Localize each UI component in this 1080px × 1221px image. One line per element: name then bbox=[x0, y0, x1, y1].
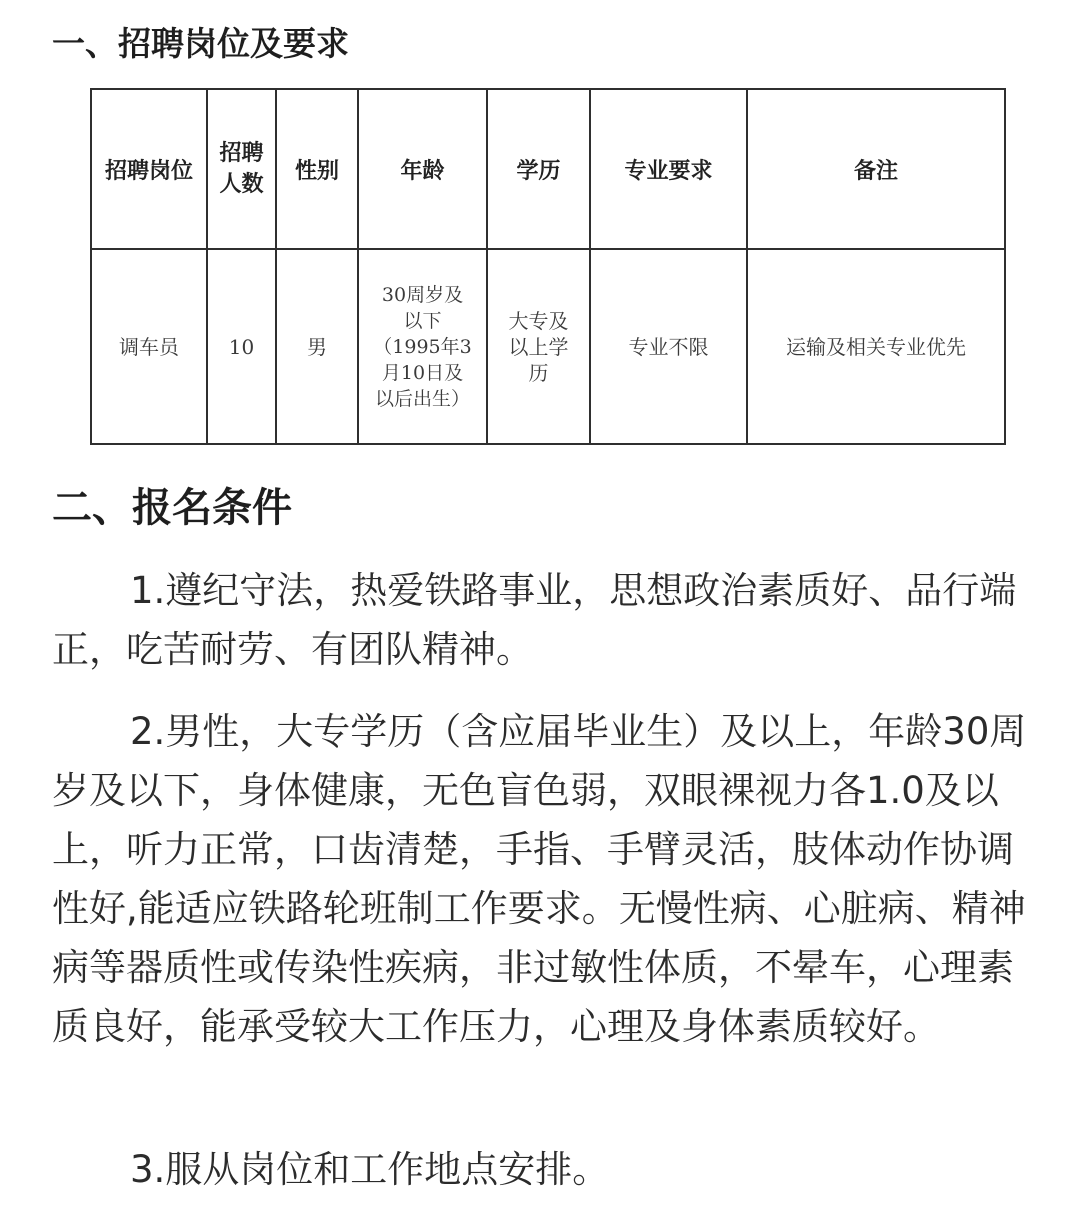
header-education: 学历 bbox=[487, 89, 590, 249]
cell-education: 大专及以上学历 bbox=[487, 249, 590, 444]
cell-count: 10 bbox=[207, 249, 276, 444]
cell-age: 30周岁及以下（1995年3月10日及以后出生） bbox=[358, 249, 487, 444]
requirement-paragraph-3: 3.服从岗位和工作地点安排。 bbox=[130, 1148, 610, 1191]
header-remarks: 备注 bbox=[747, 89, 1005, 249]
section-title-requirements: 二、报名条件 bbox=[52, 485, 292, 531]
header-major: 专业要求 bbox=[590, 89, 747, 249]
table-header-row bbox=[91, 89, 1005, 249]
header-age: 年龄 bbox=[358, 89, 487, 249]
table-row bbox=[91, 249, 1005, 444]
requirement-paragraph-1: 1.遵纪守法，热爱铁路事业，思想政治素质好、品行端正，吃苦耐劳、有团队精神。 bbox=[52, 569, 1017, 671]
header-count: 招聘人数 bbox=[207, 89, 276, 249]
cell-gender: 男 bbox=[276, 249, 358, 444]
header-gender: 性别 bbox=[276, 89, 358, 249]
section-title-positions: 一、招聘岗位及要求 bbox=[52, 24, 349, 63]
header-position: 招聘岗位 bbox=[91, 89, 207, 249]
cell-position: 调车员 bbox=[91, 249, 207, 444]
recruitment-table bbox=[90, 88, 1006, 445]
cell-remarks: 运输及相关专业优先 bbox=[747, 249, 1005, 444]
cell-major: 专业不限 bbox=[590, 249, 747, 444]
requirement-paragraph-2: 2.男性，大专学历（含应届毕业生）及以上，年龄30周岁及以下，身体健康，无色盲色弱，双眼裸视力各1.0及以上，听力正常，口齿清楚，手指、手臂灵活，肢体动作协调性好,能适应铁路轮班制工作要求。无慢性病、心脏病、精神病等器质性或传染性疾病，非过敏性体质，不晕车，心理素质良好，能承受较大工作压力，心理及身体素质较好。 bbox=[52, 710, 1027, 1048]
